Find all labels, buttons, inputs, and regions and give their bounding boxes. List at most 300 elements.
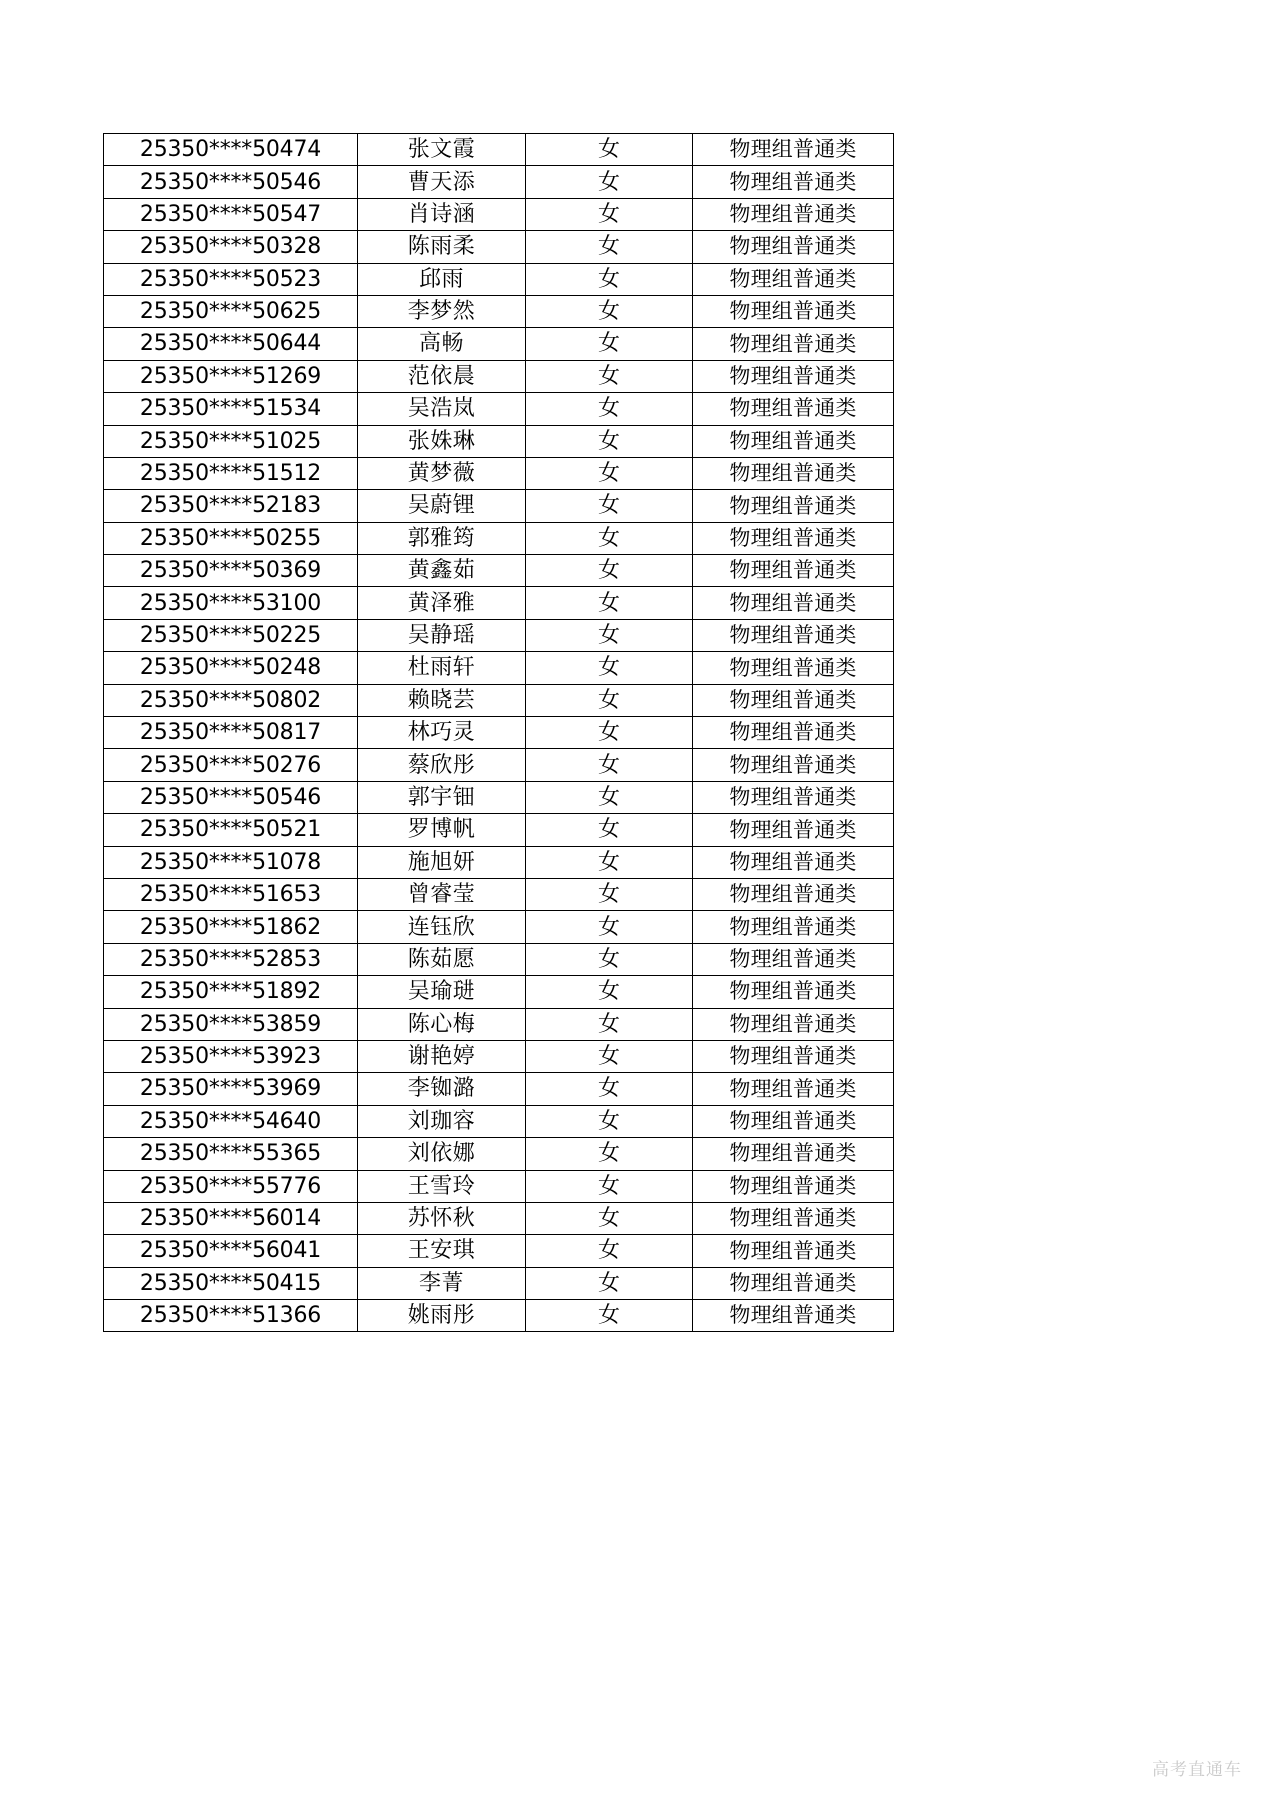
- cell-candidate-sex-text: 女: [597, 849, 620, 875]
- cell-candidate-sex-text: 女: [597, 461, 620, 487]
- cell-candidate-sex-text: 女: [597, 817, 620, 843]
- cell-candidate-category-text: 物理组普通类: [729, 1206, 857, 1231]
- table-row: [104, 717, 894, 749]
- cell-candidate-id: [104, 393, 358, 425]
- cell-candidate-name-text: 施旭妍: [407, 849, 476, 875]
- cell-candidate-id-text: 25350****51269: [139, 363, 322, 389]
- cell-candidate-category: [693, 1235, 894, 1267]
- cell-candidate-id: [104, 749, 358, 781]
- cell-candidate-id-text: 25350****51653: [139, 882, 322, 908]
- cell-candidate-category: [693, 457, 894, 489]
- cell-candidate-id-text: 25350****51078: [139, 849, 322, 875]
- cell-candidate-id-text: 25350****50415: [139, 1270, 322, 1296]
- cell-candidate-id: [104, 619, 358, 651]
- cell-candidate-name: [358, 943, 526, 975]
- cell-candidate-name: [358, 393, 526, 425]
- cell-candidate-name: [358, 976, 526, 1008]
- cell-candidate-name: [358, 717, 526, 749]
- cell-candidate-sex: [526, 976, 693, 1008]
- cell-candidate-name-text: 王安琪: [407, 1238, 476, 1264]
- cell-candidate-category-text: 物理组普通类: [729, 1270, 857, 1295]
- cell-candidate-sex: [526, 1008, 693, 1040]
- cell-candidate-category-text: 物理组普通类: [729, 1109, 857, 1134]
- cell-candidate-category-text: 物理组普通类: [729, 623, 857, 648]
- cell-candidate-sex: [526, 166, 693, 198]
- cell-candidate-sex-text: 女: [597, 363, 620, 389]
- cell-candidate-sex-text: 女: [597, 169, 620, 195]
- cell-candidate-sex-text: 女: [597, 1303, 620, 1329]
- cell-candidate-name: [358, 587, 526, 619]
- cell-candidate-category: [693, 976, 894, 1008]
- cell-candidate-sex-text: 女: [597, 201, 620, 227]
- cell-candidate-sex-text: 女: [597, 428, 620, 454]
- cell-candidate-sex-text: 女: [597, 1076, 620, 1102]
- cell-candidate-id: [104, 1008, 358, 1040]
- cell-candidate-name: [358, 231, 526, 263]
- cell-candidate-name-text: 吴浩岚: [407, 396, 476, 422]
- cell-candidate-name-text: 黄鑫茹: [407, 558, 476, 584]
- cell-candidate-name: [358, 846, 526, 878]
- cell-candidate-sex-text: 女: [597, 1141, 620, 1167]
- cell-candidate-name: [358, 814, 526, 846]
- cell-candidate-sex: [526, 425, 693, 457]
- cell-candidate-name-text: 连钰欣: [407, 914, 476, 940]
- cell-candidate-name: [358, 522, 526, 554]
- cell-candidate-name-text: 邱雨: [418, 266, 464, 292]
- cell-candidate-sex: [526, 1202, 693, 1234]
- cell-candidate-id-text: 25350****50523: [139, 266, 322, 292]
- cell-candidate-id-text: 25350****51892: [139, 979, 322, 1005]
- cell-candidate-category-text: 物理组普通类: [729, 299, 857, 324]
- cell-candidate-category: [693, 1105, 894, 1137]
- cell-candidate-name-text: 黄泽雅: [407, 590, 476, 616]
- cell-candidate-category-text: 物理组普通类: [729, 428, 857, 453]
- cell-candidate-name: [358, 1170, 526, 1202]
- cell-candidate-sex-text: 女: [597, 979, 620, 1005]
- cell-candidate-category: [693, 295, 894, 327]
- cell-candidate-name: [358, 555, 526, 587]
- cell-candidate-category-text: 物理组普通类: [729, 752, 857, 777]
- cell-candidate-name: [358, 1008, 526, 1040]
- cell-candidate-category: [693, 878, 894, 910]
- cell-candidate-name-text: 吴静瑶: [407, 623, 476, 648]
- cell-candidate-category: [693, 1008, 894, 1040]
- cell-candidate-category: [693, 198, 894, 230]
- cell-candidate-sex-text: 女: [597, 784, 620, 810]
- table-row: [104, 652, 894, 684]
- table-row: [104, 587, 894, 619]
- cell-candidate-sex: [526, 1138, 693, 1170]
- cell-candidate-name: [358, 134, 526, 166]
- cell-candidate-name: [358, 1073, 526, 1105]
- roster-table-container: [103, 133, 873, 1332]
- cell-candidate-id-text: 25350****55365: [139, 1141, 322, 1167]
- cell-candidate-id-text: 25350****50547: [139, 201, 322, 227]
- cell-candidate-name-text: 张姝琳: [407, 428, 476, 454]
- cell-candidate-category-text: 物理组普通类: [729, 331, 857, 356]
- cell-candidate-category-text: 物理组普通类: [729, 947, 857, 972]
- cell-candidate-name-text: 苏怀秋: [407, 1206, 476, 1232]
- cell-candidate-id-text: 25350****51512: [139, 461, 322, 487]
- cell-candidate-id: [104, 652, 358, 684]
- cell-candidate-category: [693, 166, 894, 198]
- cell-candidate-id-text: 25350****52853: [139, 946, 322, 972]
- cell-candidate-category: [693, 619, 894, 651]
- table-row: [104, 878, 894, 910]
- table-row: [104, 1008, 894, 1040]
- cell-candidate-sex-text: 女: [597, 914, 620, 940]
- table-row: [104, 1073, 894, 1105]
- table-row: [104, 911, 894, 943]
- cell-candidate-name-text: 陈茹愿: [407, 946, 476, 972]
- cell-candidate-sex: [526, 231, 693, 263]
- cell-candidate-sex: [526, 684, 693, 716]
- cell-candidate-name-text: 姚雨彤: [407, 1303, 476, 1329]
- cell-candidate-id: [104, 684, 358, 716]
- cell-candidate-category-text: 物理组普通类: [729, 1044, 857, 1069]
- cell-candidate-sex-text: 女: [597, 331, 620, 357]
- cell-candidate-id: [104, 1073, 358, 1105]
- cell-candidate-category: [693, 522, 894, 554]
- cell-candidate-category: [693, 425, 894, 457]
- cell-candidate-name-text: 蔡欣彤: [407, 752, 476, 778]
- table-row: [104, 976, 894, 1008]
- cell-candidate-sex-text: 女: [597, 1270, 620, 1296]
- table-row: [104, 263, 894, 295]
- cell-candidate-sex: [526, 360, 693, 392]
- cell-candidate-category: [693, 749, 894, 781]
- cell-candidate-id-text: 25350****50276: [139, 752, 322, 778]
- cell-candidate-name: [358, 328, 526, 360]
- cell-candidate-category-text: 物理组普通类: [729, 979, 857, 1004]
- cell-candidate-sex-text: 女: [597, 687, 620, 713]
- cell-candidate-id: [104, 295, 358, 327]
- cell-candidate-sex-text: 女: [597, 234, 620, 260]
- cell-candidate-id: [104, 1040, 358, 1072]
- cell-candidate-category: [693, 1040, 894, 1072]
- cell-candidate-category: [693, 134, 894, 166]
- table-row: [104, 1300, 894, 1332]
- cell-candidate-id-text: 25350****51366: [139, 1303, 322, 1329]
- cell-candidate-name-text: 吴瑜琎: [407, 979, 476, 1005]
- cell-candidate-id: [104, 1105, 358, 1137]
- cell-candidate-category-text: 物理组普通类: [729, 785, 857, 810]
- cell-candidate-name-text: 曹天添: [407, 169, 476, 195]
- cell-candidate-id: [104, 587, 358, 619]
- roster-table-body: [104, 134, 894, 1332]
- cell-candidate-name-text: 赖晓芸: [407, 687, 476, 713]
- cell-candidate-sex-text: 女: [597, 266, 620, 292]
- table-row: [104, 490, 894, 522]
- cell-candidate-name: [358, 457, 526, 489]
- table-row: [104, 555, 894, 587]
- cell-candidate-name-text: 李铷潞: [407, 1076, 476, 1102]
- cell-candidate-name: [358, 1138, 526, 1170]
- cell-candidate-sex: [526, 1040, 693, 1072]
- cell-candidate-category: [693, 393, 894, 425]
- cell-candidate-name-text: 曾睿莹: [407, 882, 476, 908]
- cell-candidate-id: [104, 198, 358, 230]
- cell-candidate-id: [104, 328, 358, 360]
- cell-candidate-sex-text: 女: [597, 396, 620, 422]
- cell-candidate-sex-text: 女: [597, 623, 620, 648]
- cell-candidate-id: [104, 781, 358, 813]
- cell-candidate-category: [693, 587, 894, 619]
- cell-candidate-id-text: 25350****50225: [139, 623, 322, 648]
- cell-candidate-name: [358, 878, 526, 910]
- table-row: [104, 425, 894, 457]
- cell-candidate-sex: [526, 198, 693, 230]
- cell-candidate-id-text: 25350****51025: [139, 428, 322, 454]
- cell-candidate-sex: [526, 295, 693, 327]
- cell-candidate-id: [104, 943, 358, 975]
- cell-candidate-id: [104, 134, 358, 166]
- cell-candidate-id-text: 25350****50546: [139, 784, 322, 810]
- cell-candidate-sex: [526, 717, 693, 749]
- cell-candidate-id: [104, 555, 358, 587]
- cell-candidate-sex: [526, 555, 693, 587]
- cell-candidate-id-text: 25350****56014: [139, 1206, 322, 1232]
- cell-candidate-name: [358, 911, 526, 943]
- cell-candidate-category-text: 物理组普通类: [729, 1011, 857, 1036]
- cell-candidate-sex: [526, 878, 693, 910]
- cell-candidate-id-text: 25350****50328: [139, 234, 322, 260]
- cell-candidate-category-text: 物理组普通类: [729, 202, 857, 227]
- cell-candidate-category: [693, 652, 894, 684]
- cell-candidate-id-text: 25350****53923: [139, 1044, 322, 1070]
- table-row: [104, 1235, 894, 1267]
- cell-candidate-category-text: 物理组普通类: [729, 1303, 857, 1328]
- watermark-label: 高考直通车: [1152, 1760, 1242, 1780]
- cell-candidate-id: [104, 878, 358, 910]
- cell-candidate-name-text: 罗博帆: [407, 817, 476, 843]
- cell-candidate-category: [693, 263, 894, 295]
- cell-candidate-id: [104, 457, 358, 489]
- cell-candidate-category-text: 物理组普通类: [729, 655, 857, 680]
- cell-candidate-category: [693, 911, 894, 943]
- cell-candidate-id: [104, 1300, 358, 1332]
- cell-candidate-category: [693, 490, 894, 522]
- cell-candidate-name: [358, 360, 526, 392]
- cell-candidate-category: [693, 943, 894, 975]
- table-row: [104, 1267, 894, 1299]
- cell-candidate-category: [693, 328, 894, 360]
- cell-candidate-category-text: 物理组普通类: [729, 590, 857, 615]
- cell-candidate-id: [104, 425, 358, 457]
- cell-candidate-id: [104, 166, 358, 198]
- cell-candidate-sex: [526, 1300, 693, 1332]
- cell-candidate-id: [104, 522, 358, 554]
- cell-candidate-category: [693, 814, 894, 846]
- cell-candidate-sex: [526, 522, 693, 554]
- table-row: [104, 231, 894, 263]
- cell-candidate-sex: [526, 263, 693, 295]
- cell-candidate-sex-text: 女: [597, 1011, 620, 1037]
- candidate-roster-table: [103, 133, 894, 1332]
- cell-candidate-name-text: 杜雨轩: [407, 655, 476, 681]
- cell-candidate-category-text: 物理组普通类: [729, 1076, 857, 1101]
- cell-candidate-category-text: 物理组普通类: [729, 1173, 857, 1198]
- cell-candidate-sex-text: 女: [597, 1238, 620, 1264]
- cell-candidate-name-text: 高畅: [418, 331, 464, 357]
- cell-candidate-name: [358, 1105, 526, 1137]
- cell-candidate-category-text: 物理组普通类: [729, 364, 857, 389]
- cell-candidate-name: [358, 652, 526, 684]
- cell-candidate-id: [104, 1235, 358, 1267]
- cell-candidate-id-text: 25350****50644: [139, 331, 322, 357]
- table-row: [104, 295, 894, 327]
- cell-candidate-category: [693, 717, 894, 749]
- cell-candidate-name: [358, 684, 526, 716]
- cell-candidate-sex: [526, 1073, 693, 1105]
- table-row: [104, 393, 894, 425]
- cell-candidate-category: [693, 555, 894, 587]
- cell-candidate-name-text: 刘依娜: [407, 1141, 476, 1167]
- table-row: [104, 781, 894, 813]
- cell-candidate-name: [358, 1267, 526, 1299]
- cell-candidate-sex: [526, 619, 693, 651]
- cell-candidate-sex: [526, 781, 693, 813]
- cell-candidate-id: [104, 490, 358, 522]
- cell-candidate-category-text: 物理组普通类: [729, 882, 857, 907]
- cell-candidate-sex: [526, 846, 693, 878]
- cell-candidate-name-text: 陈雨柔: [407, 234, 476, 260]
- cell-candidate-id-text: 25350****53969: [139, 1076, 322, 1102]
- cell-candidate-sex-text: 女: [597, 558, 620, 584]
- table-row: [104, 619, 894, 651]
- cell-candidate-name-text: 郭雅筠: [407, 525, 476, 551]
- cell-candidate-sex: [526, 134, 693, 166]
- cell-candidate-category: [693, 231, 894, 263]
- cell-candidate-sex-text: 女: [597, 137, 620, 163]
- cell-candidate-id-text: 25350****53859: [139, 1011, 322, 1037]
- table-row: [104, 1138, 894, 1170]
- table-row: [104, 1170, 894, 1202]
- cell-candidate-name: [358, 490, 526, 522]
- cell-candidate-category-text: 物理组普通类: [729, 137, 857, 162]
- cell-candidate-name-text: 黄梦薇: [407, 461, 476, 487]
- cell-candidate-id-text: 25350****53100: [139, 590, 322, 616]
- cell-candidate-id: [104, 1138, 358, 1170]
- cell-candidate-sex-text: 女: [597, 720, 620, 746]
- cell-candidate-name-text: 谢艳婷: [407, 1044, 476, 1070]
- table-row: [104, 166, 894, 198]
- table-row: [104, 814, 894, 846]
- cell-candidate-sex-text: 女: [597, 655, 620, 681]
- table-row: [104, 198, 894, 230]
- cell-candidate-name-text: 范依晨: [407, 363, 476, 389]
- cell-candidate-sex: [526, 1267, 693, 1299]
- cell-candidate-name-text: 陈心梅: [407, 1011, 476, 1037]
- cell-candidate-sex: [526, 328, 693, 360]
- table-row: [104, 684, 894, 716]
- cell-candidate-id-text: 25350****50255: [139, 525, 322, 551]
- cell-candidate-category: [693, 846, 894, 878]
- cell-candidate-sex-text: 女: [597, 493, 620, 519]
- table-row: [104, 328, 894, 360]
- cell-candidate-category-text: 物理组普通类: [729, 1238, 857, 1263]
- cell-candidate-sex-text: 女: [597, 1173, 620, 1199]
- cell-candidate-category: [693, 360, 894, 392]
- cell-candidate-sex: [526, 587, 693, 619]
- cell-candidate-sex: [526, 490, 693, 522]
- cell-candidate-id-text: 25350****54640: [139, 1108, 322, 1134]
- cell-candidate-category-text: 物理组普通类: [729, 169, 857, 194]
- cell-candidate-sex: [526, 393, 693, 425]
- cell-candidate-name: [358, 166, 526, 198]
- cell-candidate-name: [358, 1202, 526, 1234]
- cell-candidate-id: [104, 976, 358, 1008]
- cell-candidate-name: [358, 619, 526, 651]
- cell-candidate-id: [104, 911, 358, 943]
- cell-candidate-category-text: 物理组普通类: [729, 914, 857, 939]
- cell-candidate-id-text: 25350****50369: [139, 558, 322, 584]
- cell-candidate-id-text: 25350****52183: [139, 493, 322, 519]
- cell-candidate-category-text: 物理组普通类: [729, 817, 857, 842]
- table-row: [104, 457, 894, 489]
- cell-candidate-id-text: 25350****50521: [139, 817, 322, 843]
- table-row: [104, 360, 894, 392]
- cell-candidate-id-text: 25350****50817: [139, 720, 322, 746]
- cell-candidate-id: [104, 1202, 358, 1234]
- cell-candidate-sex-text: 女: [597, 590, 620, 616]
- cell-candidate-name-text: 吴蔚锂: [407, 493, 476, 519]
- cell-candidate-sex-text: 女: [597, 525, 620, 551]
- cell-candidate-category-text: 物理组普通类: [729, 266, 857, 291]
- cell-candidate-category-text: 物理组普通类: [729, 396, 857, 421]
- cell-candidate-id: [104, 1267, 358, 1299]
- cell-candidate-category-text: 物理组普通类: [729, 849, 857, 874]
- cell-candidate-name-text: 李梦然: [407, 299, 476, 325]
- cell-candidate-id-text: 25350****51862: [139, 914, 322, 940]
- cell-candidate-name-text: 刘珈容: [407, 1108, 476, 1134]
- cell-candidate-name-text: 李菁: [418, 1270, 464, 1296]
- cell-candidate-category: [693, 1300, 894, 1332]
- table-row: [104, 1040, 894, 1072]
- cell-candidate-sex: [526, 457, 693, 489]
- cell-candidate-id: [104, 360, 358, 392]
- cell-candidate-id: [104, 717, 358, 749]
- cell-candidate-name: [358, 1040, 526, 1072]
- cell-candidate-sex: [526, 652, 693, 684]
- cell-candidate-name-text: 林巧灵: [407, 720, 476, 746]
- cell-candidate-sex: [526, 749, 693, 781]
- cell-candidate-category: [693, 1138, 894, 1170]
- cell-candidate-sex: [526, 1105, 693, 1137]
- cell-candidate-id-text: 25350****50802: [139, 687, 322, 713]
- cell-candidate-name: [358, 295, 526, 327]
- cell-candidate-sex-text: 女: [597, 1206, 620, 1232]
- cell-candidate-category: [693, 781, 894, 813]
- cell-candidate-name: [358, 263, 526, 295]
- cell-candidate-category-text: 物理组普通类: [729, 461, 857, 486]
- cell-candidate-id-text: 25350****50625: [139, 299, 322, 325]
- cell-candidate-category-text: 物理组普通类: [729, 558, 857, 583]
- cell-candidate-id-text: 25350****50248: [139, 655, 322, 681]
- cell-candidate-category: [693, 1073, 894, 1105]
- cell-candidate-name-text: 王雪玲: [407, 1173, 476, 1199]
- cell-candidate-category-text: 物理组普通类: [729, 720, 857, 745]
- cell-candidate-sex: [526, 814, 693, 846]
- table-row: [104, 1105, 894, 1137]
- cell-candidate-sex-text: 女: [597, 752, 620, 778]
- cell-candidate-category: [693, 1267, 894, 1299]
- cell-candidate-id: [104, 231, 358, 263]
- cell-candidate-id-text: 25350****50474: [139, 137, 322, 163]
- cell-candidate-name: [358, 425, 526, 457]
- cell-candidate-id-text: 25350****56041: [139, 1238, 322, 1264]
- cell-candidate-id: [104, 263, 358, 295]
